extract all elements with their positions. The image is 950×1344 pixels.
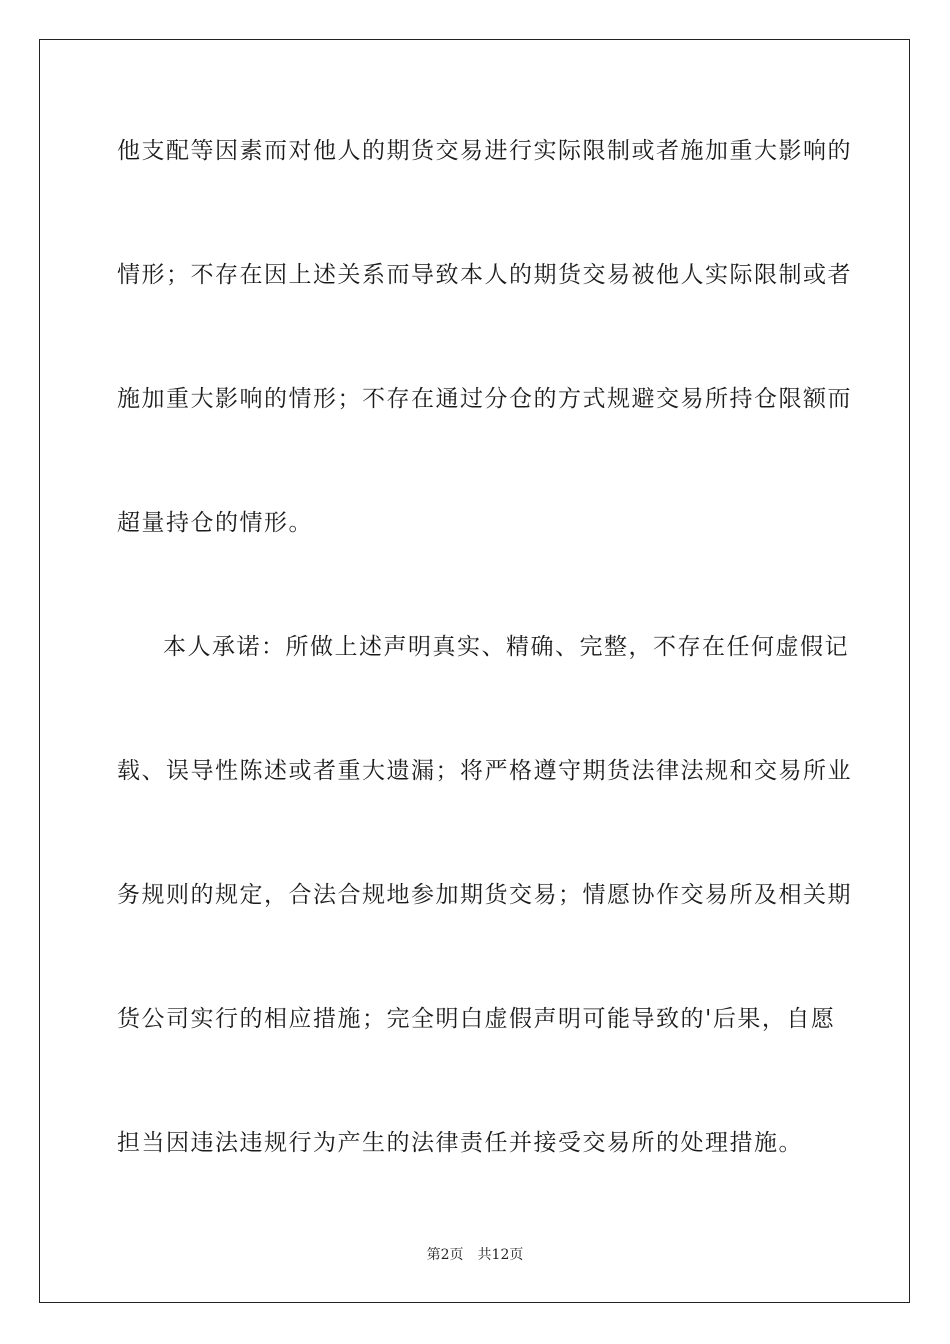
paragraph-line: 情形；不存在因上述关系而导致本人的期货交易被他人实际限制或者 <box>117 262 852 288</box>
paragraph-line: 超量持仓的情形。 <box>117 510 313 536</box>
page-number: 第2页 <box>426 1247 464 1263</box>
page-total: 共12页 <box>477 1247 524 1263</box>
paragraph-line: 施加重大影响的情形；不存在通过分仓的方式规避交易所持仓限额而 <box>117 386 852 412</box>
paragraph-line: 载、误导性陈述或者重大遗漏；将严格遵守期货法律法规和交易所业 <box>117 758 852 784</box>
paragraph-line: 务规则的规定，合法合规地参加期货交易；情愿协作交易所及相关期 <box>117 882 852 908</box>
page-footer <box>0 1246 950 1264</box>
paragraph-line: 他支配等因素而对他人的期货交易进行实际限制或者施加重大影响的 <box>117 138 852 164</box>
paragraph-line: 担当因违法违规行为产生的法律责任并接受交易所的处理措施。 <box>117 1130 803 1156</box>
paragraph-line: 货公司实行的相应措施；完全明白虚假声明可能导致的'后果，自愿 <box>117 1006 836 1032</box>
paragraph-line: 本人承诺：所做上述声明真实、精确、完整，不存在任何虚假记 <box>163 634 849 660</box>
page-border <box>39 39 910 1303</box>
